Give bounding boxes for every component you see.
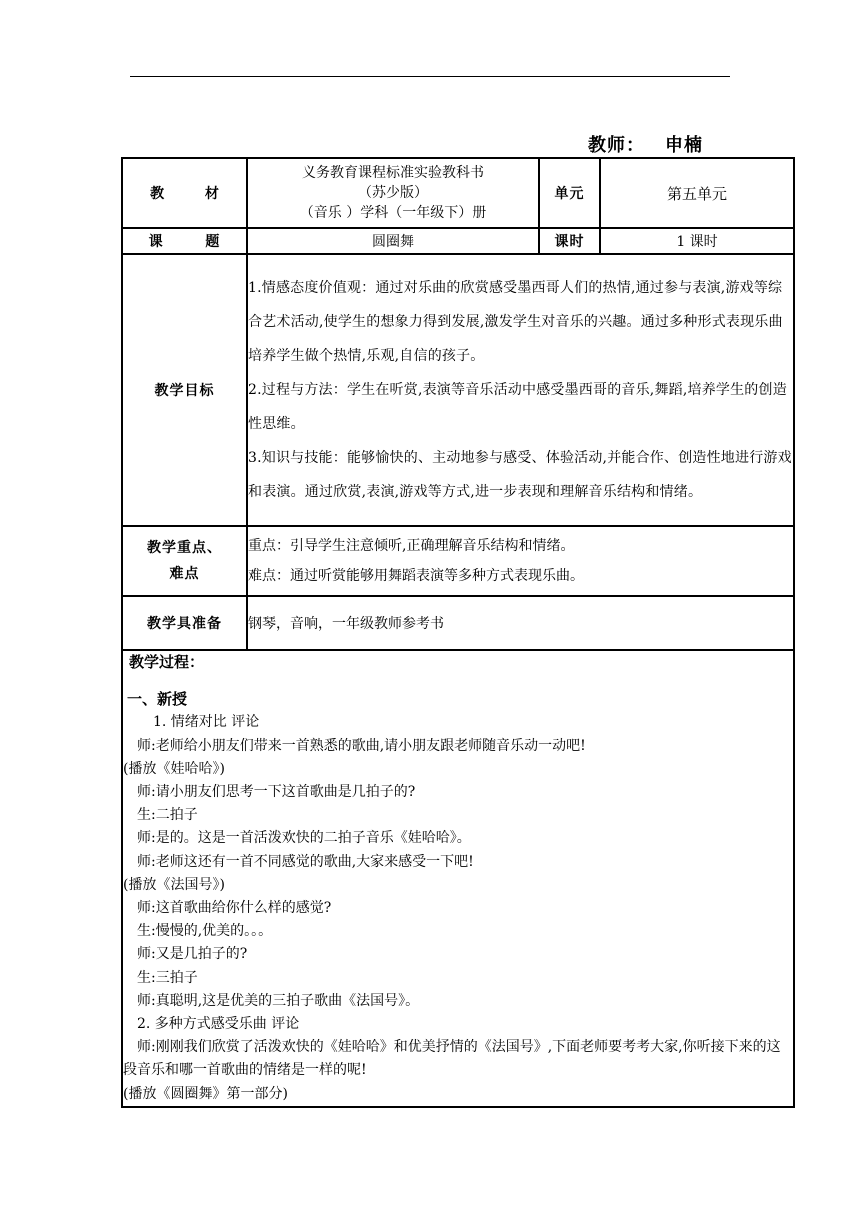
materials-row [122,596,794,650]
process-line: 生:三拍子 [137,969,198,986]
hours-label: 课时 [539,228,600,254]
teacher-line [588,131,703,157]
process-line: 师:又是几拍子的? [137,946,248,963]
process-line: 师:请小朋友们思考一下这首歌曲是几拍子的? [137,784,416,801]
lesson-plan-table [121,157,795,1108]
key-point: 重点：引导学生注意倾听,正确理解音乐结构和情绪。 [248,538,575,554]
section-new-lesson: 一、新授 [127,690,188,709]
topic-label: 课 题 [148,234,221,250]
goal-item-2: 2.过程与方法：学生在听赏,表演等音乐活动中感受墨西哥的音乐,舞蹈,培养学生的创造性思维。 [248,382,787,432]
process-line: 师:是的。这是一首活泼欢快的二拍子音乐《娃哈哈》。 [137,830,471,847]
process-line: (播放《娃哈哈》) [123,760,225,777]
unit-label: 单元 [539,158,600,228]
process-line: 师:老师这还有一首不同感觉的歌曲,大家来感受一下吧! [137,853,474,870]
goal-item-3: 3.知识与技能：能够愉快的、主动地参与感受、体验活动,并能合作、创造性地进行游戏和表演。通过欣赏,表演,游戏等方式,进一步表现和理解音乐结构和情绪。 [248,450,792,500]
process-line: 生:慢慢的,优美的。。。 [137,923,273,940]
topic-row [122,228,794,254]
process-line: 生:二拍子 [137,807,198,824]
process-cell [122,650,794,1107]
goal-item-1: 1.情感态度价值观：通过对乐曲的欣赏感受墨西哥人们的热情,通过参与表演,游戏等综合艺术活动,使学生的想象力得到发展,激发学生对音乐的兴趣。通过多种形式表现乐曲培养学生做个热情,乐观,自信的孩子。 [248,280,783,364]
process-line: 师:真聪明,这是优美的三拍子歌曲《法国号》。 [137,992,420,1009]
materials-label: 教学具准备 [122,596,247,650]
textbook-label-cell [122,158,247,228]
materials-value: 钢琴，音响，一年级教师参考书 [247,596,794,650]
header-rule [130,76,730,77]
key-points-label [122,526,247,596]
process-line: 师:这首歌曲给你什么样的感觉? [137,900,332,917]
textbook-row [122,158,794,228]
unit-value: 第五单元 [600,158,794,228]
textbook-line-2: （苏少版） [358,185,428,201]
goals-cell [247,254,794,526]
goals-label: 教学目标 [122,254,247,526]
key-points-label-line-2: 难点 [169,566,200,582]
textbook-line-3: （音乐 ）学科（一年级下）册 [299,205,487,221]
process-line: 师:刚刚我们欣赏了活泼欢快的《娃哈哈》和优美抒情的《法国号》,下面老师要考考大家,你听接下来的这段音乐和哪一首歌曲的情绪是一样的呢! [123,1039,781,1079]
textbook-line-1: 义务教育课程标准实验教科书 [302,165,484,181]
process-line: 师:老师给小朋友们带来一首熟悉的歌曲,请小朋友跟老师随音乐动一动吧! [137,737,586,754]
teacher-name: 申楠 [665,135,703,156]
key-points-row [122,526,794,596]
key-points-label-line-1: 教学重点、 [147,540,222,556]
difficulty-point: 难点：通过听赏能够用舞蹈表演等多种方式表现乐曲。 [248,568,584,584]
hours-value: 1 课时 [600,228,794,254]
goals-row [122,254,794,526]
process-row [122,650,794,1107]
topic-value: 圆圈舞 [247,228,539,254]
textbook-cell [247,158,539,228]
topic-label-cell [122,228,247,254]
process-line: (播放《法国号》) [123,876,225,893]
process-line: (播放《圆圈舞》第一部分) [123,1085,288,1102]
key-points-cell [247,526,794,596]
process-title: 教学过程： [129,653,205,671]
subsection-1: 1. 情绪对比 评论 [153,714,260,731]
teacher-label: 教师： [588,135,645,156]
textbook-label: 教 材 [150,186,219,202]
subsection-2: 2. 多种方式感受乐曲 评论 [137,1016,300,1033]
